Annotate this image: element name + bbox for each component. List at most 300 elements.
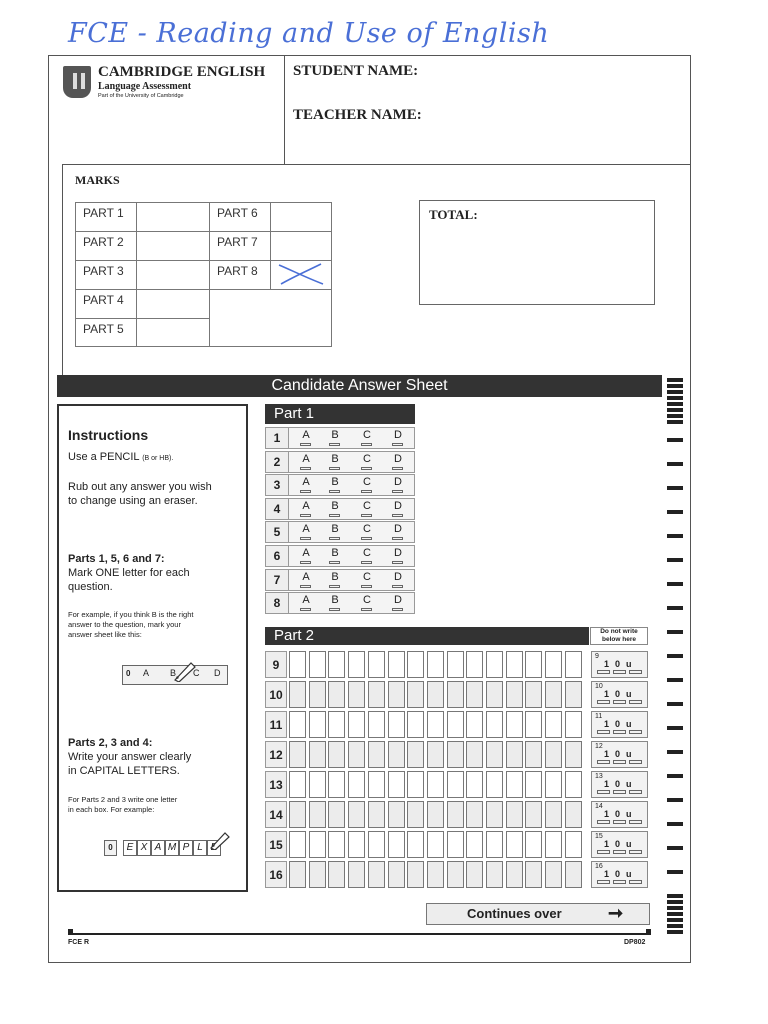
timing-mark	[667, 438, 683, 442]
letter-box[interactable]	[388, 711, 405, 738]
score-bubble	[613, 760, 626, 764]
letter-box[interactable]	[565, 651, 582, 678]
letter-box[interactable]	[466, 861, 483, 888]
letter-box[interactable]	[309, 651, 326, 678]
timing-mark	[667, 702, 683, 706]
question-number: 16	[265, 861, 287, 888]
letter-box[interactable]	[407, 651, 424, 678]
letter-box[interactable]	[466, 651, 483, 678]
letter-box[interactable]	[545, 801, 562, 828]
question-number: 12	[265, 741, 287, 768]
letter-box[interactable]	[328, 861, 345, 888]
timing-mark	[667, 870, 683, 874]
letter-box[interactable]	[525, 711, 542, 738]
example-option-d: D	[214, 668, 221, 678]
example-text: For example, if you think B is the right	[68, 610, 194, 619]
timing-mark	[667, 894, 683, 898]
letter-box[interactable]	[565, 711, 582, 738]
letter-box[interactable]	[289, 741, 306, 768]
letter-box[interactable]	[427, 771, 444, 798]
letter-box[interactable]	[506, 711, 523, 738]
score-bubble	[629, 850, 642, 854]
letter-box-group	[289, 831, 768, 858]
letter-box[interactable]	[447, 681, 464, 708]
letter-box[interactable]	[447, 771, 464, 798]
score-question-number: 10	[595, 683, 603, 690]
letter-box[interactable]	[545, 651, 562, 678]
example2-letter: E	[123, 840, 137, 856]
score-question-number: 12	[595, 743, 603, 750]
answer-option-a[interactable]: A	[299, 453, 313, 465]
score-bubble	[629, 790, 642, 794]
marks-title: MARKS	[75, 173, 120, 187]
letter-box[interactable]	[388, 861, 405, 888]
score-labels: 10u	[604, 689, 638, 699]
letter-box[interactable]	[388, 831, 405, 858]
timing-mark	[667, 396, 683, 400]
question-number: 9	[265, 651, 287, 678]
answer-option-b[interactable]: B	[328, 476, 342, 488]
example-letters-text-2: in each box. For example:	[68, 805, 155, 814]
letter-box[interactable]	[466, 801, 483, 828]
letter-box[interactable]	[407, 681, 424, 708]
answer-option-d[interactable]: D	[391, 571, 405, 583]
part2-question-row	[265, 741, 648, 768]
example-option-b: B	[170, 668, 177, 678]
letter-box[interactable]	[348, 861, 365, 888]
letter-box[interactable]	[388, 651, 405, 678]
letter-box[interactable]	[545, 861, 562, 888]
letter-box[interactable]	[407, 861, 424, 888]
letter-box[interactable]	[525, 681, 542, 708]
part1-question-row	[265, 545, 415, 567]
examiner-score-box	[591, 771, 648, 798]
part1-question-row	[265, 521, 415, 543]
answer-option-d[interactable]: D	[391, 453, 405, 465]
letter-box[interactable]	[348, 831, 365, 858]
marks-part-label: PART 5	[75, 318, 137, 347]
letter-box[interactable]	[486, 801, 503, 828]
letter-box[interactable]	[466, 771, 483, 798]
letter-box[interactable]	[525, 801, 542, 828]
score-bubble	[613, 700, 626, 704]
letter-box[interactable]	[506, 681, 523, 708]
timing-mark	[667, 402, 683, 406]
marks-part-score[interactable]	[136, 318, 210, 347]
part1-question-row	[265, 427, 415, 449]
question-number: 2	[266, 452, 289, 472]
part1-header: Part 1	[265, 404, 415, 424]
letter-box[interactable]	[289, 651, 306, 678]
do-not-write-notice: Do not write below here	[590, 627, 648, 645]
score-labels: 10u	[604, 749, 638, 759]
instruction-rub-out-2: to change using an eraser.	[68, 495, 198, 507]
marks-part-score[interactable]	[270, 202, 332, 232]
score-labels: 10u	[604, 869, 638, 879]
example2-letter: M	[165, 840, 179, 856]
timing-mark	[667, 900, 683, 904]
timing-mark	[667, 630, 683, 634]
example2-number: 0	[104, 840, 117, 856]
teacher-name-label: TEACHER NAME:	[293, 107, 422, 123]
question-number: 3	[266, 475, 289, 495]
candidate-answer-sheet-banner: Candidate Answer Sheet	[57, 375, 662, 397]
answer-option-c[interactable]: C	[360, 453, 374, 465]
parts-234-heading: Parts 2, 3 and 4:	[68, 737, 153, 749]
part1-question-row	[265, 592, 415, 614]
letter-box[interactable]	[486, 681, 503, 708]
letter-box[interactable]	[545, 771, 562, 798]
score-bubble	[597, 670, 610, 674]
timing-mark	[667, 846, 683, 850]
total-label: TOTAL:	[429, 207, 478, 222]
timing-mark	[667, 462, 683, 466]
letter-box-group	[289, 681, 768, 708]
letter-box[interactable]	[466, 681, 483, 708]
letter-box[interactable]	[348, 681, 365, 708]
letter-box[interactable]	[328, 801, 345, 828]
examiner-score-box	[591, 861, 648, 888]
question-number: 5	[266, 522, 289, 542]
example-number: 0	[126, 669, 131, 678]
letter-box[interactable]	[506, 651, 523, 678]
letter-box[interactable]	[427, 681, 444, 708]
examiner-score-box	[591, 651, 648, 678]
letter-box[interactable]	[565, 741, 582, 768]
part2-question-row	[265, 681, 648, 708]
header-bottom-rule	[62, 164, 691, 165]
letter-box[interactable]	[565, 771, 582, 798]
timing-mark	[667, 912, 683, 916]
letter-box[interactable]	[565, 831, 582, 858]
letter-box[interactable]	[348, 651, 365, 678]
letter-box[interactable]	[309, 741, 326, 768]
question-number: 14	[265, 801, 287, 828]
header-divider	[284, 55, 285, 165]
letter-box[interactable]	[545, 741, 562, 768]
score-labels: 10u	[604, 839, 638, 849]
letter-box[interactable]	[289, 771, 306, 798]
letter-box[interactable]	[545, 711, 562, 738]
letter-box[interactable]	[427, 651, 444, 678]
letter-box[interactable]	[506, 801, 523, 828]
score-bubble	[597, 790, 610, 794]
score-bubble	[629, 730, 642, 734]
timing-mark	[667, 924, 683, 928]
example-text-2: answer to the question, mark your	[68, 620, 181, 629]
score-bubble	[613, 790, 626, 794]
part1-question-row	[265, 569, 415, 591]
letter-box[interactable]	[368, 801, 385, 828]
letter-box[interactable]	[447, 711, 464, 738]
timing-mark	[667, 378, 683, 382]
answer-option-d[interactable]: D	[391, 476, 405, 488]
letter-box[interactable]	[388, 801, 405, 828]
answer-option-c[interactable]: C	[360, 571, 374, 583]
letter-box[interactable]	[328, 681, 345, 708]
answer-option-c[interactable]: C	[360, 547, 374, 559]
answer-option-c[interactable]: C	[360, 500, 374, 512]
letter-box[interactable]	[427, 861, 444, 888]
part1-question-row	[265, 474, 415, 496]
letter-box[interactable]	[309, 711, 326, 738]
marks-part-label: PART 7	[209, 231, 271, 261]
letter-box[interactable]	[525, 771, 542, 798]
answer-option-d[interactable]: D	[391, 547, 405, 559]
score-bubble	[613, 880, 626, 884]
marks-part-label: PART 4	[75, 289, 137, 319]
part2-question-row	[265, 801, 648, 828]
example2-letter: X	[137, 840, 151, 856]
letter-box-group	[289, 651, 768, 678]
letter-box-group	[289, 741, 768, 768]
timing-mark	[667, 774, 683, 778]
answer-option-c[interactable]: C	[360, 476, 374, 488]
letter-box[interactable]	[545, 831, 562, 858]
letter-box[interactable]	[388, 771, 405, 798]
score-labels: 10u	[604, 779, 638, 789]
answer-option-d[interactable]: D	[391, 429, 405, 441]
letter-box[interactable]	[466, 831, 483, 858]
marks-part-score[interactable]	[136, 202, 210, 232]
letter-box[interactable]	[407, 741, 424, 768]
example2-letter: A	[151, 840, 165, 856]
letter-box[interactable]	[427, 741, 444, 768]
part2-header: Part 2	[265, 627, 589, 645]
score-bubble	[613, 730, 626, 734]
letter-box[interactable]	[427, 711, 444, 738]
letter-box[interactable]	[447, 861, 464, 888]
answer-option-b[interactable]: B	[328, 571, 342, 583]
letter-box[interactable]	[486, 741, 503, 768]
footer-code-left: FCE R	[68, 939, 89, 946]
letter-box[interactable]	[427, 801, 444, 828]
letter-box[interactable]	[289, 831, 306, 858]
letter-box[interactable]	[466, 741, 483, 768]
score-bubble	[597, 730, 610, 734]
letter-box[interactable]	[289, 861, 306, 888]
score-bubble	[629, 820, 642, 824]
letter-box[interactable]	[407, 771, 424, 798]
question-number: 8	[266, 593, 289, 613]
letter-box[interactable]	[447, 831, 464, 858]
part1-question-row	[265, 498, 415, 520]
example-text-3: answer sheet like this:	[68, 630, 142, 639]
letter-box[interactable]	[348, 801, 365, 828]
marks-part-label: PART 8	[209, 260, 271, 290]
letter-box[interactable]	[525, 741, 542, 768]
letter-box[interactable]	[407, 831, 424, 858]
letter-box[interactable]	[348, 711, 365, 738]
example-option-c: C	[193, 668, 200, 678]
part2-question-row	[265, 861, 648, 888]
student-name-label: STUDENT NAME:	[293, 63, 419, 79]
university-crest-icon	[63, 66, 91, 98]
parts-1567-text: Mark ONE letter for each	[68, 567, 190, 579]
letter-box[interactable]	[309, 771, 326, 798]
letter-box-group	[289, 711, 768, 738]
score-question-number: 9	[595, 653, 599, 660]
letter-box[interactable]	[368, 861, 385, 888]
timing-mark	[667, 918, 683, 922]
letter-box[interactable]	[447, 651, 464, 678]
score-bubble	[597, 880, 610, 884]
letter-box[interactable]	[388, 681, 405, 708]
parts-234-text: Write your answer clearly	[68, 751, 192, 763]
marks-part-score[interactable]	[136, 289, 210, 319]
letter-box[interactable]	[486, 861, 503, 888]
letter-box[interactable]	[427, 831, 444, 858]
letter-box[interactable]	[348, 741, 365, 768]
letter-box[interactable]	[368, 741, 385, 768]
timing-mark	[667, 726, 683, 730]
answer-option-b[interactable]: B	[328, 594, 342, 606]
examiner-score-box	[591, 831, 648, 858]
timing-mark	[667, 420, 683, 424]
answer-option-b[interactable]: B	[328, 429, 342, 441]
part2-question-row	[265, 651, 648, 678]
example-answer-row	[122, 665, 228, 685]
timing-mark	[667, 534, 683, 538]
marks-part-score[interactable]	[136, 231, 210, 261]
score-bubble	[597, 820, 610, 824]
answer-option-b[interactable]: B	[328, 500, 342, 512]
answer-option-c[interactable]: C	[360, 429, 374, 441]
timing-mark	[667, 750, 683, 754]
score-labels: 10u	[604, 659, 638, 669]
letter-box[interactable]	[328, 831, 345, 858]
answer-option-a[interactable]: A	[299, 500, 313, 512]
timing-mark	[667, 798, 683, 802]
answer-option-a[interactable]: A	[299, 547, 313, 559]
letter-box[interactable]	[388, 741, 405, 768]
marks-part-label: PART 1	[75, 202, 137, 232]
handwritten-title: FCE - Reading and Use of English	[68, 18, 550, 49]
timing-mark	[667, 510, 683, 514]
letter-box[interactable]	[506, 831, 523, 858]
letter-box[interactable]	[486, 651, 503, 678]
marks-part-label: PART 6	[209, 202, 271, 232]
answer-option-c[interactable]: C	[360, 523, 374, 535]
letter-box[interactable]	[289, 801, 306, 828]
example-option-a: A	[143, 668, 150, 678]
examiner-score-box	[591, 801, 648, 828]
part2-question-row	[265, 831, 648, 858]
letter-box[interactable]	[565, 861, 582, 888]
letter-box[interactable]	[309, 861, 326, 888]
score-bubble	[629, 670, 642, 674]
answer-option-b[interactable]: B	[328, 453, 342, 465]
answer-option-d[interactable]: D	[391, 594, 405, 606]
score-bubble	[597, 850, 610, 854]
letter-box[interactable]	[368, 651, 385, 678]
question-number: 7	[266, 570, 289, 590]
letter-box[interactable]	[309, 831, 326, 858]
answer-option-b[interactable]: B	[328, 547, 342, 559]
letter-box[interactable]	[368, 771, 385, 798]
letter-box[interactable]	[466, 711, 483, 738]
timing-mark	[667, 384, 683, 388]
answer-option-d[interactable]: D	[391, 500, 405, 512]
question-number: 10	[265, 681, 287, 708]
letter-box[interactable]	[486, 711, 503, 738]
letter-box[interactable]	[565, 801, 582, 828]
score-bubble	[629, 700, 642, 704]
marks-part-label: PART 3	[75, 260, 137, 290]
marks-empty-cell	[209, 289, 332, 347]
arrow-right-icon: ➞	[608, 903, 624, 923]
letter-box[interactable]	[348, 771, 365, 798]
letter-box[interactable]	[368, 681, 385, 708]
letter-box[interactable]	[486, 831, 503, 858]
question-number: 1	[266, 428, 289, 448]
letter-box[interactable]	[447, 741, 464, 768]
letter-box[interactable]	[328, 771, 345, 798]
letter-box[interactable]	[407, 801, 424, 828]
score-bubble	[613, 850, 626, 854]
letter-box[interactable]	[545, 681, 562, 708]
letter-box[interactable]	[328, 651, 345, 678]
letter-box[interactable]	[525, 831, 542, 858]
marks-part-score[interactable]	[136, 260, 210, 290]
example-letters-text: For Parts 2 and 3 write one letter	[68, 795, 178, 804]
answer-option-b[interactable]: B	[328, 523, 342, 535]
score-question-number: 11	[595, 713, 603, 720]
marks-left-rule	[62, 164, 63, 375]
letter-box[interactable]	[407, 711, 424, 738]
part1-question-row	[265, 451, 415, 473]
letter-box[interactable]	[289, 681, 306, 708]
letter-box-group	[289, 801, 768, 828]
letter-box[interactable]	[309, 801, 326, 828]
answer-option-a[interactable]: A	[299, 523, 313, 535]
part2-question-row	[265, 711, 648, 738]
letter-box[interactable]	[309, 681, 326, 708]
score-bubble	[629, 880, 642, 884]
letter-box[interactable]	[447, 801, 464, 828]
answer-option-a[interactable]: A	[299, 594, 313, 606]
letter-box[interactable]	[368, 831, 385, 858]
org-subtitle-small: Part of the University of Cambridge	[98, 93, 184, 99]
footer-rule	[68, 933, 651, 935]
cross-out-mark-icon	[277, 262, 325, 286]
answer-option-c[interactable]: C	[360, 594, 374, 606]
letter-box[interactable]	[328, 711, 345, 738]
examiner-score-box	[591, 681, 648, 708]
instruction-rub-out: Rub out any answer you wish	[68, 481, 212, 493]
parts-1567-heading: Parts 1, 5, 6 and 7:	[68, 553, 165, 565]
letter-box[interactable]	[506, 741, 523, 768]
letter-box[interactable]	[506, 771, 523, 798]
marks-part-score[interactable]	[270, 231, 332, 261]
letter-box[interactable]	[525, 861, 542, 888]
marks-part-label: PART 2	[75, 231, 137, 261]
letter-box[interactable]	[328, 741, 345, 768]
letter-box[interactable]	[565, 681, 582, 708]
letter-box[interactable]	[506, 861, 523, 888]
answer-option-a[interactable]: A	[299, 429, 313, 441]
answer-option-a[interactable]: A	[299, 476, 313, 488]
score-bubble	[613, 820, 626, 824]
letter-box[interactable]	[525, 651, 542, 678]
timing-mark	[667, 558, 683, 562]
answer-option-a[interactable]: A	[299, 571, 313, 583]
score-bubble	[597, 760, 610, 764]
letter-box[interactable]	[289, 711, 306, 738]
answer-option-d[interactable]: D	[391, 523, 405, 535]
letter-box[interactable]	[486, 771, 503, 798]
letter-box[interactable]	[368, 711, 385, 738]
